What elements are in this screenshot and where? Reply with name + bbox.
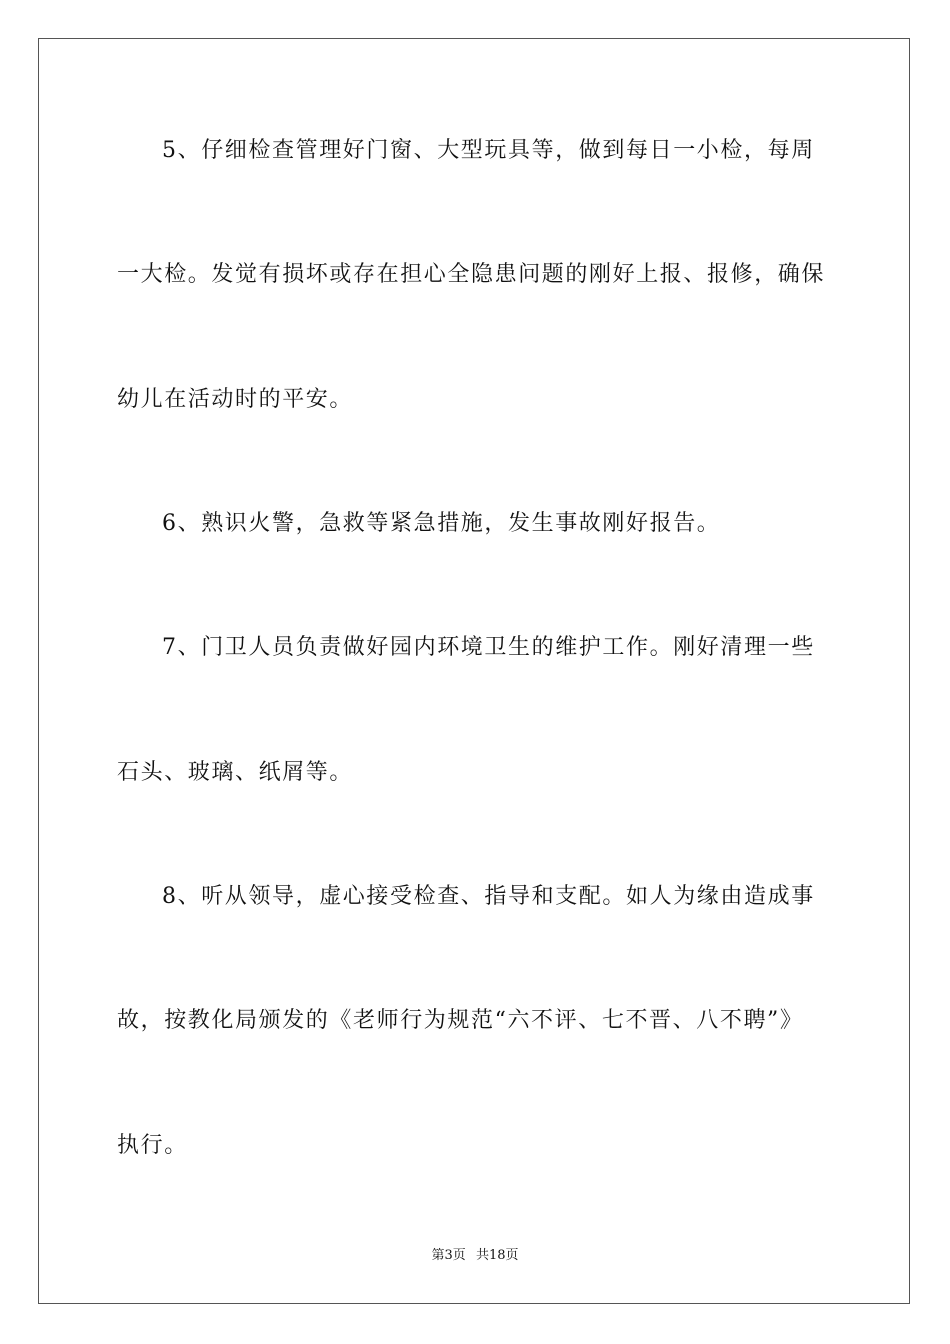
paragraph-8-line-1: 8、听从领导，虚心接受检查、指导和支配。如人为缘由造成事 — [162, 884, 815, 909]
paragraph-7-line-2: 石头、玻璃、纸屑等。 — [117, 760, 354, 785]
paragraph-8-line-2: 故，按教化局颁发的《老师行为规范“六不评、七不晋、八不聘”》 — [117, 1008, 804, 1033]
paragraph-7-line-1: 7、门卫人员负责做好园内环境卫生的维护工作。刚好清理一些 — [162, 635, 815, 660]
paragraph-5-line-2: 一大检。发觉有损坏或存在担心全隐患问题的刚好上报、报修，确保 — [117, 262, 826, 287]
paragraph-8-line-3: 执行。 — [117, 1133, 188, 1158]
paragraph-5-line-1: 5、仔细检查管理好门窗、大型玩具等，做到每日一小检，每周 — [162, 138, 815, 163]
page-footer — [0, 1247, 950, 1265]
paragraph-5-line-3: 幼儿在活动时的平安。 — [117, 387, 354, 412]
page-border — [38, 38, 910, 1304]
page-number: 第3页 — [431, 1248, 466, 1263]
paragraph-6-line-1: 6、熟识火警，急救等紧急措施，发生事故刚好报告。 — [162, 511, 721, 536]
total-pages: 共18页 — [475, 1248, 519, 1263]
